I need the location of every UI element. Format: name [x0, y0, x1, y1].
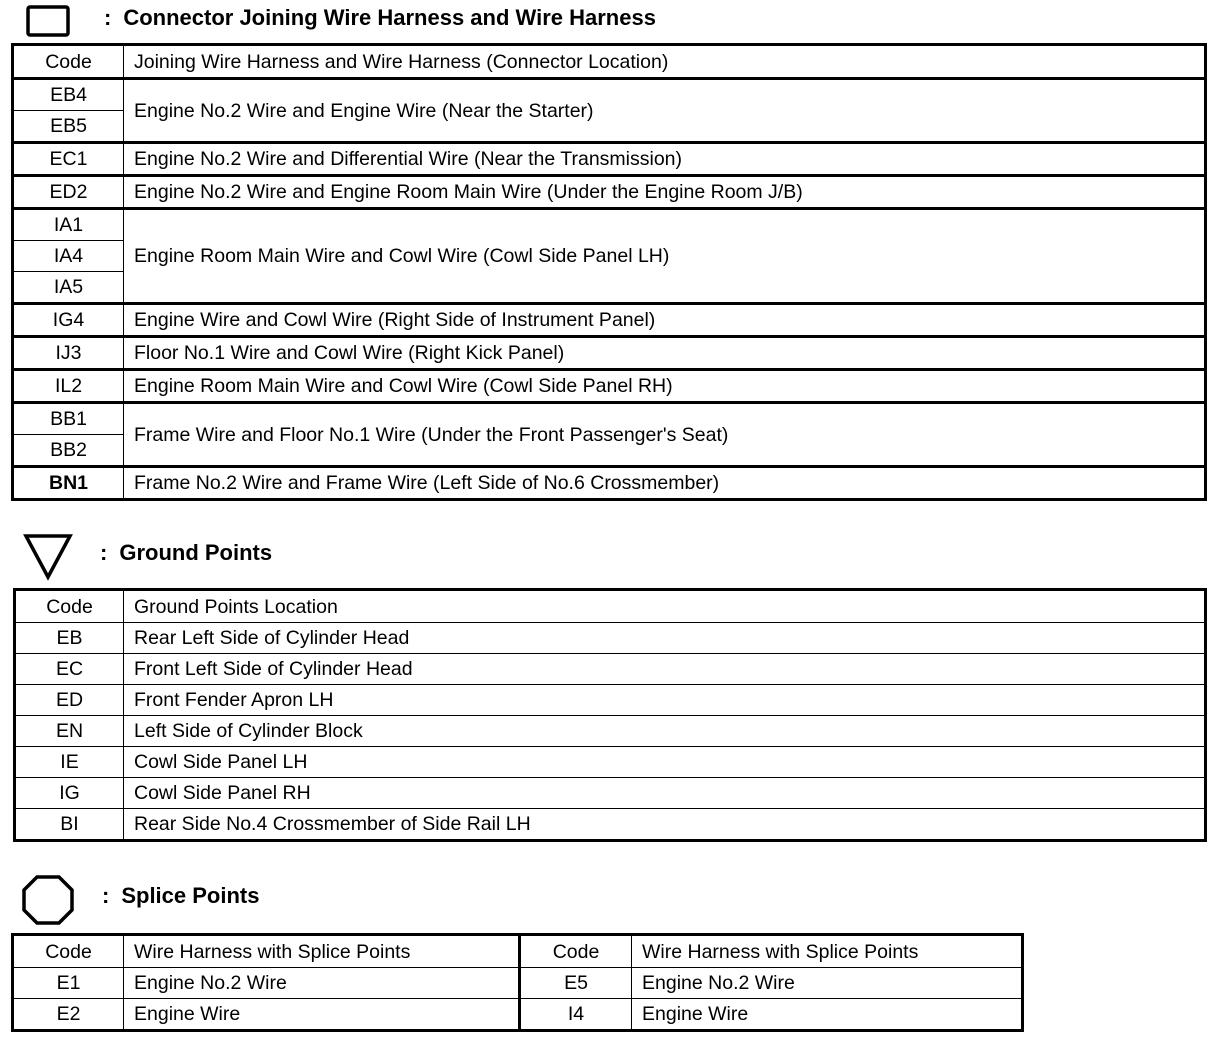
- row-description: Rear Side No.4 Crossmember of Side Rail LH: [124, 809, 1206, 841]
- row-description: Engine No.2 Wire and Differential Wire (Near the Transmission): [124, 143, 1206, 176]
- row-code: IE: [15, 747, 124, 778]
- header-code-right: Code: [520, 935, 632, 968]
- square-connector-icon: [26, 5, 72, 39]
- ground-table: [13, 588, 1207, 842]
- triangle-ground-icon: [22, 531, 76, 581]
- row-code: IJ3: [13, 337, 124, 370]
- header-description: Ground Points Location: [124, 590, 1206, 623]
- row-description: Engine Wire and Cowl Wire (Right Side of Instrument Panel): [124, 304, 1206, 337]
- header-description-right: Wire Harness with Splice Points: [632, 935, 1023, 968]
- row-description: Cowl Side Panel LH: [124, 747, 1206, 778]
- row-description-right: Engine No.2 Wire: [632, 968, 1023, 999]
- row-code: BB2: [13, 435, 124, 467]
- connector-table: [11, 43, 1207, 501]
- row-code: ED2: [13, 176, 124, 209]
- row-code: EN: [15, 716, 124, 747]
- table-row: [13, 968, 1023, 999]
- row-code: IA5: [13, 272, 124, 304]
- row-description-left: Engine No.2 Wire: [124, 968, 520, 999]
- table-row: [15, 778, 1206, 809]
- header-code: Code: [13, 45, 124, 79]
- row-code: IL2: [13, 370, 124, 403]
- table-row: [13, 337, 1206, 370]
- table-row: [15, 809, 1206, 841]
- table-header-row: [15, 590, 1206, 623]
- header-description: Joining Wire Harness and Wire Harness (Connector Location): [124, 45, 1206, 79]
- row-code-right: E5: [520, 968, 632, 999]
- row-description: Floor No.1 Wire and Cowl Wire (Right Kick Panel): [124, 337, 1206, 370]
- table-row: [13, 79, 1206, 111]
- row-code: EB4: [13, 79, 124, 111]
- octagon-splice-icon: [20, 874, 76, 926]
- connector-section-title: : Connector Joining Wire Harness and Wire Harness: [104, 5, 656, 30]
- table-row: [15, 747, 1206, 778]
- header-description-left: Wire Harness with Splice Points: [124, 935, 520, 968]
- row-code: IG: [15, 778, 124, 809]
- row-description: Frame Wire and Floor No.1 Wire (Under the Front Passenger's Seat): [124, 403, 1206, 467]
- row-description: Front Fender Apron LH: [124, 685, 1206, 716]
- row-code: EB5: [13, 111, 124, 143]
- row-code: IA4: [13, 241, 124, 272]
- table-row: [13, 403, 1206, 435]
- row-description: Frame No.2 Wire and Frame Wire (Left Side of No.6 Crossmember): [124, 467, 1206, 500]
- row-description: Left Side of Cylinder Block: [124, 716, 1206, 747]
- header-code-left: Code: [13, 935, 124, 968]
- row-code: IA1: [13, 209, 124, 241]
- table-row: [15, 716, 1206, 747]
- row-code: EC1: [13, 143, 124, 176]
- row-code-left: E1: [13, 968, 124, 999]
- table-row: [13, 209, 1206, 241]
- header-code: Code: [15, 590, 124, 623]
- table-row: [13, 999, 1023, 1031]
- table-row: [15, 623, 1206, 654]
- row-code: BN1: [13, 467, 124, 500]
- table-row: [13, 467, 1206, 500]
- row-description: Front Left Side of Cylinder Head: [124, 654, 1206, 685]
- row-description: Engine No.2 Wire and Engine Room Main Wire (Under the Engine Room J/B): [124, 176, 1206, 209]
- row-code: ED: [15, 685, 124, 716]
- row-code: EC: [15, 654, 124, 685]
- row-description: Engine Room Main Wire and Cowl Wire (Cowl Side Panel RH): [124, 370, 1206, 403]
- row-code: EB: [15, 623, 124, 654]
- row-description-right: Engine Wire: [632, 999, 1023, 1031]
- row-description: Engine No.2 Wire and Engine Wire (Near the Starter): [124, 79, 1206, 143]
- row-description: Cowl Side Panel RH: [124, 778, 1206, 809]
- row-code-right: I4: [520, 999, 632, 1031]
- table-row: [13, 304, 1206, 337]
- table-row: [15, 685, 1206, 716]
- splice-table: [11, 933, 1024, 1032]
- row-code: BI: [15, 809, 124, 841]
- table-row: [13, 143, 1206, 176]
- row-description: Engine Room Main Wire and Cowl Wire (Cowl Side Panel LH): [124, 209, 1206, 304]
- row-description: Rear Left Side of Cylinder Head: [124, 623, 1206, 654]
- row-code-left: E2: [13, 999, 124, 1031]
- row-code: IG4: [13, 304, 124, 337]
- table-row: [15, 654, 1206, 685]
- table-header-row: [13, 45, 1206, 79]
- row-description-left: Engine Wire: [124, 999, 520, 1031]
- table-header-row: [13, 935, 1023, 968]
- row-code: BB1: [13, 403, 124, 435]
- table-row: [13, 370, 1206, 403]
- splice-section-title: : Splice Points: [102, 883, 260, 908]
- table-row: [13, 176, 1206, 209]
- ground-section-title: : Ground Points: [100, 540, 273, 565]
